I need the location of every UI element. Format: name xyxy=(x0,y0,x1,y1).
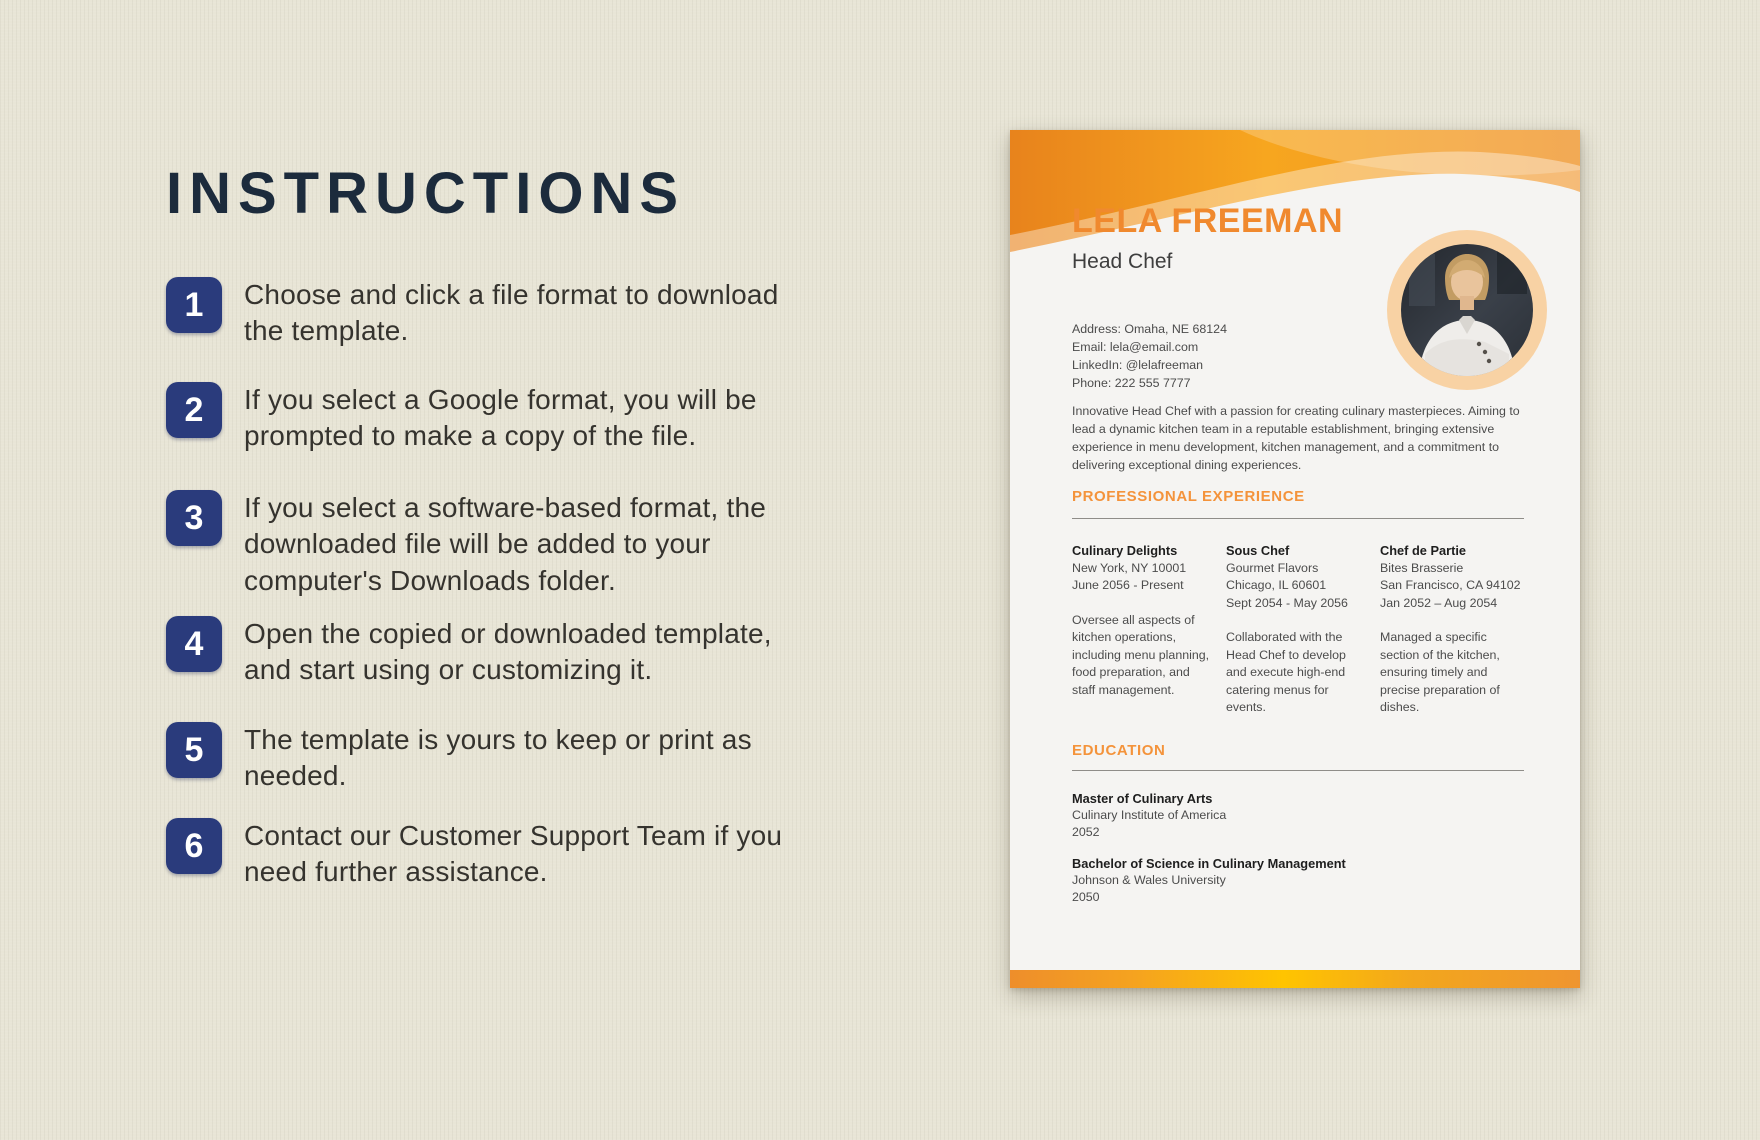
job-location: Chicago, IL 60601 xyxy=(1226,578,1327,592)
step-1-number-badge: 1 xyxy=(166,277,222,333)
degree-name: Bachelor of Science in Culinary Management xyxy=(1072,856,1346,871)
job-description: Collaborated with the Head Chef to develop and execute high-end catering menus for events. xyxy=(1226,630,1346,714)
education-entry-2 xyxy=(1072,855,1346,906)
job-title: Sous Chef xyxy=(1226,543,1290,558)
job-title: Culinary Delights xyxy=(1072,543,1178,558)
chef-portrait-photo xyxy=(1401,244,1533,376)
experience-divider xyxy=(1072,518,1524,519)
instruction-step-6 xyxy=(166,818,799,891)
section-heading-education: EDUCATION xyxy=(1072,742,1166,759)
degree-year: 2050 xyxy=(1072,890,1100,904)
degree-year: 2052 xyxy=(1072,825,1100,839)
instruction-step-5 xyxy=(166,722,799,795)
job-company: Bites Brasserie xyxy=(1380,560,1464,575)
instruction-step-2 xyxy=(166,382,799,455)
job-location: San Francisco, CA 94102 xyxy=(1380,578,1521,592)
experience-entry-2 xyxy=(1226,542,1380,717)
instructions-heading: INSTRUCTIONS xyxy=(166,161,685,226)
step-6-number-badge: 6 xyxy=(166,818,222,874)
experience-columns xyxy=(1072,542,1532,717)
step-4-number-badge: 4 xyxy=(166,616,222,672)
contact-address: Address: Omaha, NE 68124 xyxy=(1072,322,1227,336)
job-description: Oversee all aspects of kitchen operations, including menu planning, food preparation, and staff management. xyxy=(1072,612,1210,697)
step-4-text: Open the copied or downloaded template, and start using or customizing it. xyxy=(244,618,772,686)
job-dates: Jan 2052 – Aug 2054 xyxy=(1380,595,1498,610)
experience-entry-3 xyxy=(1380,542,1532,717)
job-dates: June 2056 - Present xyxy=(1072,578,1184,592)
step-2-text: If you select a Google format, you will be prompted to make a copy of the file. xyxy=(244,384,757,452)
step-6-text: Contact our Customer Support Team if you need further assistance. xyxy=(244,820,783,888)
resume-template-preview xyxy=(1010,130,1580,988)
resume-job-title: Head Chef xyxy=(1072,250,1173,273)
section-heading-experience: PROFESSIONAL EXPERIENCE xyxy=(1072,488,1305,505)
instruction-step-1 xyxy=(166,277,799,350)
job-dates: Sept 2054 - May 2056 xyxy=(1226,595,1348,610)
step-2-number-badge: 2 xyxy=(166,382,222,438)
experience-entry-1 xyxy=(1072,542,1226,717)
resume-summary: Innovative Head Chef with a passion for creating culinary masterpieces. Aiming to lead a dynamic kitchen team in a reputable establishment, bringing extensive experience in menu development, kitchen management, and a commitment to delivering exceptional dining experiences. xyxy=(1072,404,1520,472)
job-company: Gourmet Flavors xyxy=(1226,560,1319,575)
instruction-step-4 xyxy=(166,616,799,689)
step-1-text: Choose and click a file format to download the template. xyxy=(244,279,779,347)
step-5-number-badge: 5 xyxy=(166,722,222,778)
degree-school: Johnson & Wales University xyxy=(1072,873,1226,887)
education-block xyxy=(1072,790,1346,906)
resume-contact-block xyxy=(1072,320,1227,392)
education-entry-1 xyxy=(1072,790,1346,841)
degree-name: Master of Culinary Arts xyxy=(1072,791,1213,806)
step-3-number-badge: 3 xyxy=(166,490,222,546)
contact-phone: Phone: 222 555 7777 xyxy=(1072,376,1191,390)
job-description: Managed a specific section of the kitchen, ensuring timely and precise preparation of dishes. xyxy=(1380,630,1500,714)
avatar xyxy=(1387,230,1547,390)
resume-footer-bar xyxy=(1010,970,1580,988)
step-5-text: The template is yours to keep or print as needed. xyxy=(244,724,752,792)
degree-school: Culinary Institute of America xyxy=(1072,808,1227,822)
step-3-text: If you select a software-based format, the downloaded file will be added to your computer's Downloads folder. xyxy=(244,492,766,596)
job-location: New York, NY 10001 xyxy=(1072,560,1187,575)
contact-linkedin: LinkedIn: @lelafreeman xyxy=(1072,358,1204,372)
contact-email: Email: lela@email.com xyxy=(1072,340,1199,354)
instruction-step-3 xyxy=(166,490,799,599)
job-title: Chef de Partie xyxy=(1380,543,1467,558)
education-divider xyxy=(1072,770,1524,771)
resume-name: LELA FREEMAN xyxy=(1072,202,1344,240)
